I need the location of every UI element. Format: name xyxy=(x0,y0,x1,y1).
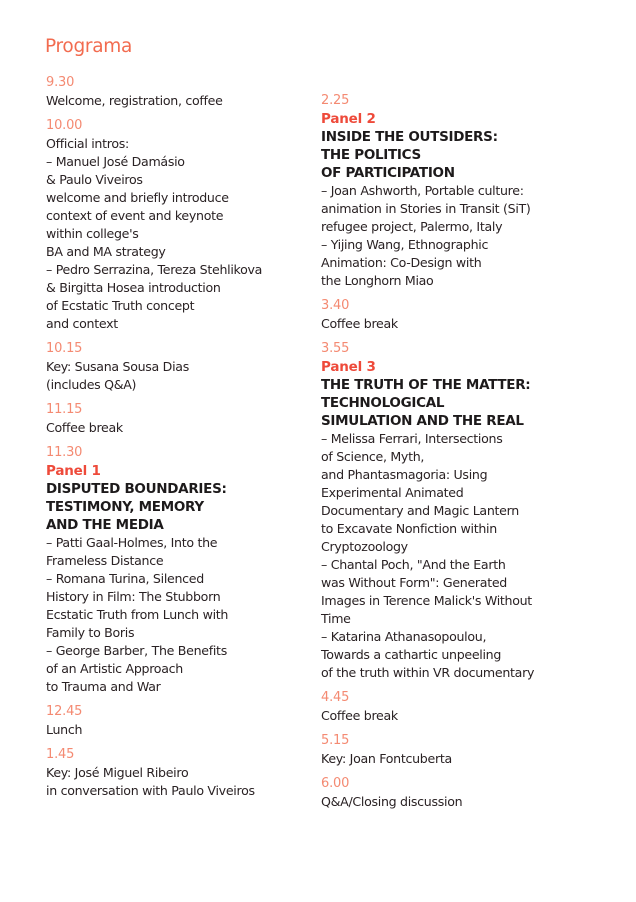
panel-title: THE POLITICS xyxy=(321,147,421,163)
entry-text: – Patti Gaal-Holmes, Into the xyxy=(46,535,218,550)
entry-text: Coffee break xyxy=(321,708,398,723)
schedule-entry xyxy=(46,703,306,739)
entry-time: 5.15 xyxy=(321,733,350,748)
entry-time: 10.00 xyxy=(46,118,83,133)
entry-time: 9.30 xyxy=(46,75,75,90)
entry-text: animation in Stories in Transit (SiT) xyxy=(321,201,531,216)
entry-text: to Trauma and War xyxy=(46,679,161,694)
entry-time: 11.30 xyxy=(46,445,83,460)
entry-time: 11.15 xyxy=(46,402,83,417)
schedule-entry xyxy=(46,340,306,394)
entry-text: – Yijing Wang, Ethnographic xyxy=(321,237,489,252)
panel-title: DISPUTED BOUNDARIES: xyxy=(46,481,227,497)
entry-text: Documentary and Magic Lantern xyxy=(321,503,519,518)
entry-text: Animation: Co-Design with xyxy=(321,255,482,270)
entry-time: 2.25 xyxy=(321,93,350,108)
schedule-entry xyxy=(46,444,306,696)
entry-time: 10.15 xyxy=(46,341,83,356)
schedule-entry xyxy=(321,340,611,682)
entry-text: Frameless Distance xyxy=(46,553,164,568)
entry-text: of Science, Myth, xyxy=(321,449,425,464)
schedule-entry xyxy=(321,732,611,768)
entry-time: 3.55 xyxy=(321,341,350,356)
entry-text: Towards a cathartic unpeeling xyxy=(321,647,502,662)
entry-text: Images in Terence Malick's Without xyxy=(321,593,532,608)
entry-text: in conversation with Paulo Viveiros xyxy=(46,783,255,798)
entry-text: & Paulo Viveiros xyxy=(46,172,143,187)
panel-title: THE TRUTH OF THE MATTER: xyxy=(321,377,531,393)
entry-text: Key: Susana Sousa Dias xyxy=(46,359,189,374)
entry-time: 4.45 xyxy=(321,690,350,705)
entry-text: BA and MA strategy xyxy=(46,244,166,259)
panel-title: AND THE MEDIA xyxy=(46,517,164,533)
entry-text: Family to Boris xyxy=(46,625,135,640)
entry-text: – Melissa Ferrari, Intersections xyxy=(321,431,503,446)
entry-text: (includes Q&A) xyxy=(46,377,137,392)
entry-text: Coffee break xyxy=(321,316,398,331)
panel-title: SIMULATION AND THE REAL xyxy=(321,413,524,429)
entry-text: & Birgitta Hosea introduction xyxy=(46,280,221,295)
entry-text: Experimental Animated xyxy=(321,485,464,500)
entry-text: – George Barber, The Benefits xyxy=(46,643,227,658)
entry-text: refugee project, Palermo, Italy xyxy=(321,219,503,234)
schedule-column-right xyxy=(321,92,611,818)
entry-text: of the truth within VR documentary xyxy=(321,665,535,680)
panel-title: TECHNOLOGICAL xyxy=(321,395,445,411)
entry-text: Coffee break xyxy=(46,420,123,435)
entry-text: context of event and keynote xyxy=(46,208,224,223)
panel-label: Panel 2 xyxy=(321,111,376,127)
entry-text: welcome and briefly introduce xyxy=(46,190,229,205)
entry-text: History in Film: The Stubborn xyxy=(46,589,221,604)
entry-text: Welcome, registration, coffee xyxy=(46,93,223,108)
schedule-entry xyxy=(321,297,611,333)
panel-title: OF PARTICIPATION xyxy=(321,165,455,181)
entry-text: within college's xyxy=(46,226,139,241)
entry-text: Lunch xyxy=(46,722,83,737)
entry-text: Cryptozoology xyxy=(321,539,408,554)
entry-text: – Chantal Poch, "And the Earth xyxy=(321,557,506,572)
entry-text: Key: Joan Fontcuberta xyxy=(321,751,452,766)
page-title: Programa xyxy=(45,36,132,57)
entry-text: – Joan Ashworth, Portable culture: xyxy=(321,183,524,198)
entry-text: Time xyxy=(321,611,351,626)
entry-text: of an Artistic Approach xyxy=(46,661,183,676)
schedule-entry xyxy=(46,746,306,800)
entry-text: the Longhorn Miao xyxy=(321,273,434,288)
entry-text: to Excavate Nonfiction within xyxy=(321,521,497,536)
entry-text: Ecstatic Truth from Lunch with xyxy=(46,607,229,622)
entry-text: – Katarina Athanasopoulou, xyxy=(321,629,487,644)
entry-text: – Manuel José Damásio xyxy=(46,154,185,169)
entry-text: Official intros: xyxy=(46,136,129,151)
entry-text: of Ecstatic Truth concept xyxy=(46,298,195,313)
schedule-entry xyxy=(321,775,611,811)
panel-title: INSIDE THE OUTSIDERS: xyxy=(321,129,498,145)
schedule-entry xyxy=(321,92,611,290)
entry-text: and Phantasmagoria: Using xyxy=(321,467,488,482)
entry-text: – Romana Turina, Silenced xyxy=(46,571,204,586)
schedule-entry xyxy=(46,74,306,110)
entry-text: – Pedro Serrazina, Tereza Stehlikova xyxy=(46,262,263,277)
panel-title: TESTIMONY, MEMORY xyxy=(46,499,204,515)
entry-time: 12.45 xyxy=(46,704,83,719)
schedule-entry xyxy=(321,689,611,725)
entry-text: Q&A/Closing discussion xyxy=(321,794,463,809)
entry-time: 1.45 xyxy=(46,747,75,762)
schedule-column-left xyxy=(46,74,306,807)
entry-text: and context xyxy=(46,316,118,331)
entry-time: 3.40 xyxy=(321,298,350,313)
schedule-entry xyxy=(46,117,306,333)
panel-label: Panel 1 xyxy=(46,463,101,479)
entry-text: was Without Form": Generated xyxy=(321,575,507,590)
panel-label: Panel 3 xyxy=(321,359,376,375)
entry-time: 6.00 xyxy=(321,776,350,791)
entry-text: Key: José Miguel Ribeiro xyxy=(46,765,189,780)
schedule-entry xyxy=(46,401,306,437)
